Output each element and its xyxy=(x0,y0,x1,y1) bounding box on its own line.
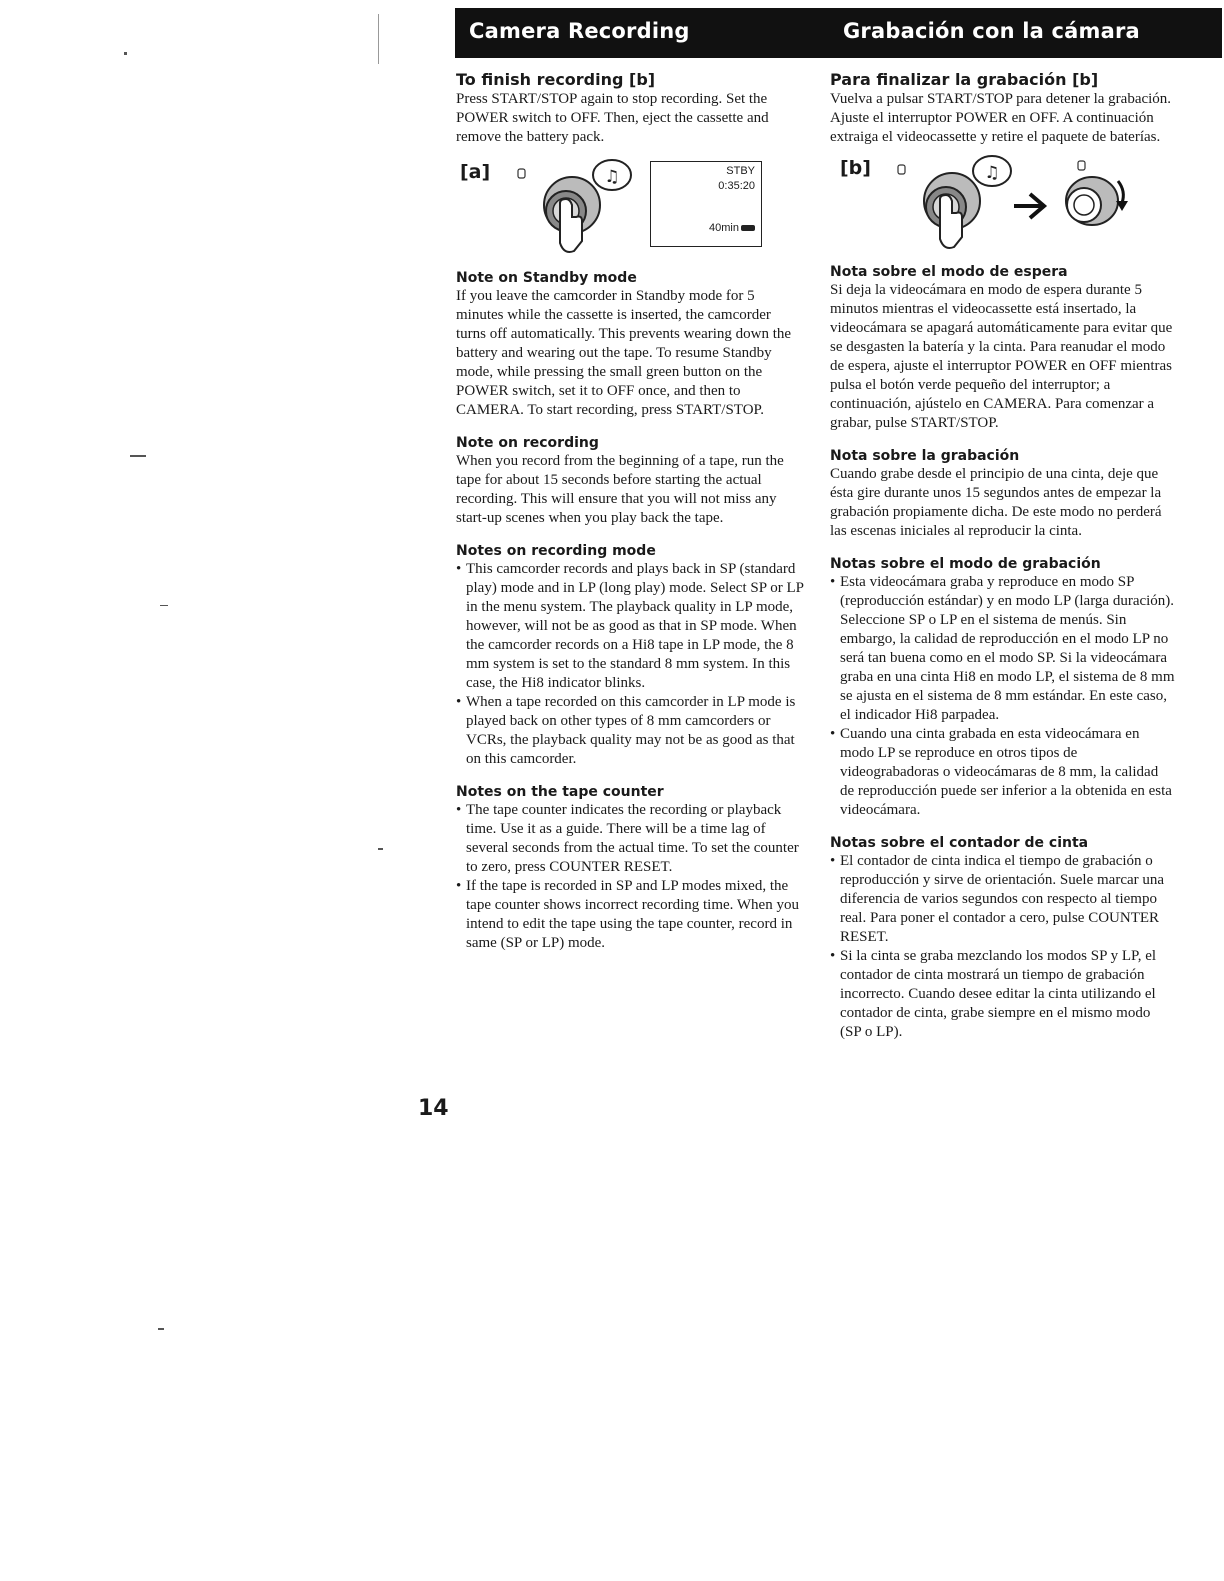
scan-speck xyxy=(378,848,383,850)
standby-note-text-es: Si deja la videocámara en modo de espera durante 5 minutos mientras el videocassette está insertado, la videocámara se apagará automáticamente para evitar que se desgasten la batería y la cinta. Para reanudar el modo de espera, ajuste el interruptor POWER en OFF mientras pulsa el botón verde pequeño del interruptor; a continuación, ajústelo en CAMERA. Para comenzar a grabar, pulse START/STOP. xyxy=(830,282,1173,431)
page-number: 14 xyxy=(418,1096,449,1121)
standby-note-heading-es: Nota sobre el modo de espera xyxy=(830,264,1068,280)
recording-mode-heading-es: Notas sobre el modo de grabación xyxy=(830,556,1101,572)
finish-recording-heading-es: Para finalizar la grabación [b] xyxy=(830,70,1099,89)
list-item: • This camcorder records and plays back in SP (standard play) mode and in LP (long play) mode. Select SP or LP in the menu system. The playback quality in LP mode, however, will not be as good as that in SP mode. When the camcorder records on a Hi8 tape in LP mode, the 8 mm system is set to the standard 8 mm system. In this case, the Hi8 indicator blinks. xyxy=(456,560,804,693)
finish-recording-heading: To finish recording [b] xyxy=(456,70,656,89)
start-stop-button-illustration xyxy=(512,155,632,259)
recording-note-text: When you record from the beginning of a tape, run the tape for about 15 seconds before starting the actual recording. This will ensure that you will not miss any start-up scenes when you play back the tape. xyxy=(456,453,784,526)
power-switch-off-illustration xyxy=(1048,159,1138,239)
viewfinder-standby-indicator: STBY xyxy=(726,165,755,177)
tape-counter-list xyxy=(456,801,804,953)
list-item: • Esta videocámara graba y reproduce en modo SP (reproducción estándar) y en modo LP (larga duración). Seleccione SP o LP en el sistema de menús. Sin embargo, la calidad de reproducción en el modo LP no será tan buena como en el modo SP. Si la videocámara graba en una cinta Hi8 en modo LP, el sistema de 8 mm se ajusta en el sistema de 8 mm estándar. En este caso, el indicador Hi8 parpadea. xyxy=(830,573,1175,725)
list-item: • El contador de cinta indica el tiempo de grabación o reproducción y sirve de orientación. Suele marcar una diferencia de varios segundos con respecto al tiempo real. Para poner el contador a cero, pulse COUNTER RESET. xyxy=(830,852,1175,947)
figure-b-label: [b] xyxy=(840,157,871,179)
scan-speck xyxy=(160,605,168,606)
finish-recording-text-es: Vuelva a pulsar START/STOP para detener la grabación. Ajuste el interruptor POWER en OFF. A continuación extraiga el videocassette y retire el paquete de baterías. xyxy=(830,91,1172,145)
english-column xyxy=(456,70,804,953)
spanish-column xyxy=(830,70,1175,1042)
figure-b xyxy=(830,151,1175,261)
recording-note-heading: Note on recording xyxy=(456,435,599,451)
list-item: • When a tape recorded on this camcorder in LP mode is played back on other types of 8 mm camcorders or VCRs, the playback quality may not be as good as that on this camcorder. xyxy=(456,693,804,769)
tape-counter-heading-es: Notas sobre el contador de cinta xyxy=(830,835,1089,851)
arrow-right-icon xyxy=(1012,191,1048,221)
list-item: • The tape counter indicates the recording or playback time. Use it as a guide. There will be a time lag of several seconds from the actual time. To set the counter to zero, press COUNTER RESET. xyxy=(456,801,804,877)
start-stop-button-illustration xyxy=(892,151,1012,255)
figure-a xyxy=(456,155,804,265)
banner-title-spanish: Grabación con la cámara xyxy=(843,19,1140,43)
recording-note-heading-es: Nota sobre la grabación xyxy=(830,448,1020,464)
recording-mode-list-es xyxy=(830,573,1175,820)
recording-mode-heading: Notes on recording mode xyxy=(456,543,656,559)
scan-speck xyxy=(130,455,146,457)
figure-a-label: [a] xyxy=(460,161,491,183)
recording-note-text-es: Cuando grabe desde el principio de una cinta, deje que ésta gire durante unos 15 segundos antes de empezar la grabación propiamente dicha. De este modo no perderá las escenas iniciales al reproducir la cinta. xyxy=(830,466,1162,539)
standby-note-heading: Note on Standby mode xyxy=(456,270,637,286)
tape-counter-list-es xyxy=(830,852,1175,1042)
lock-icon xyxy=(898,165,905,174)
battery-icon xyxy=(741,225,755,231)
list-item: • If the tape is recorded in SP and LP modes mixed, the tape counter shows incorrect recording time. When you intend to edit the tape using the tape counter, record in same (SP or LP) mode. xyxy=(456,877,804,953)
list-item: • Cuando una cinta grabada en esta videocámara en modo LP se reproduce en otros tipos de videograbadoras o videocámaras de 8 mm, la calidad de reproducción puede ser inferior a la obtenida en esta videocámara. xyxy=(830,725,1175,820)
viewfinder-tape-remaining: 40min xyxy=(709,222,755,234)
banner-title-english: Camera Recording xyxy=(469,19,690,43)
lock-icon xyxy=(518,169,525,178)
list-item: • Si la cinta se graba mezclando los modos SP y LP, el contador de cinta mostrará un tiempo de grabación incorrecto. Cuando desee editar la cinta utilizando el contador de cinta, grabe siempre en el mismo modo (SP o LP). xyxy=(830,947,1175,1042)
viewfinder-time-counter: 0:35:20 xyxy=(718,180,755,192)
viewfinder-display xyxy=(650,161,762,247)
scan-speck xyxy=(378,14,379,64)
scan-speck xyxy=(124,52,127,55)
finish-recording-text: Press START/STOP again to stop recording. Set the POWER switch to OFF. Then, eject the cassette and remove the battery pack. xyxy=(456,91,769,145)
section-banner xyxy=(455,8,1222,58)
standby-note-text: If you leave the camcorder in Standby mode for 5 minutes while the cassette is inserted, the camcorder turns off automatically. This prevents wearing down the battery and wearing out the tape. To resume Standby mode, while pressing the small green button on the POWER switch, set it to OFF once, and then to CAMERA. To start recording, press START/STOP. xyxy=(456,288,792,418)
svg-text:♫: ♫ xyxy=(604,167,620,187)
scan-speck xyxy=(158,1328,164,1330)
tape-counter-heading: Notes on the tape counter xyxy=(456,784,664,800)
svg-text:♫: ♫ xyxy=(984,163,1000,183)
recording-mode-list xyxy=(456,560,804,769)
lock-icon xyxy=(1078,161,1085,170)
